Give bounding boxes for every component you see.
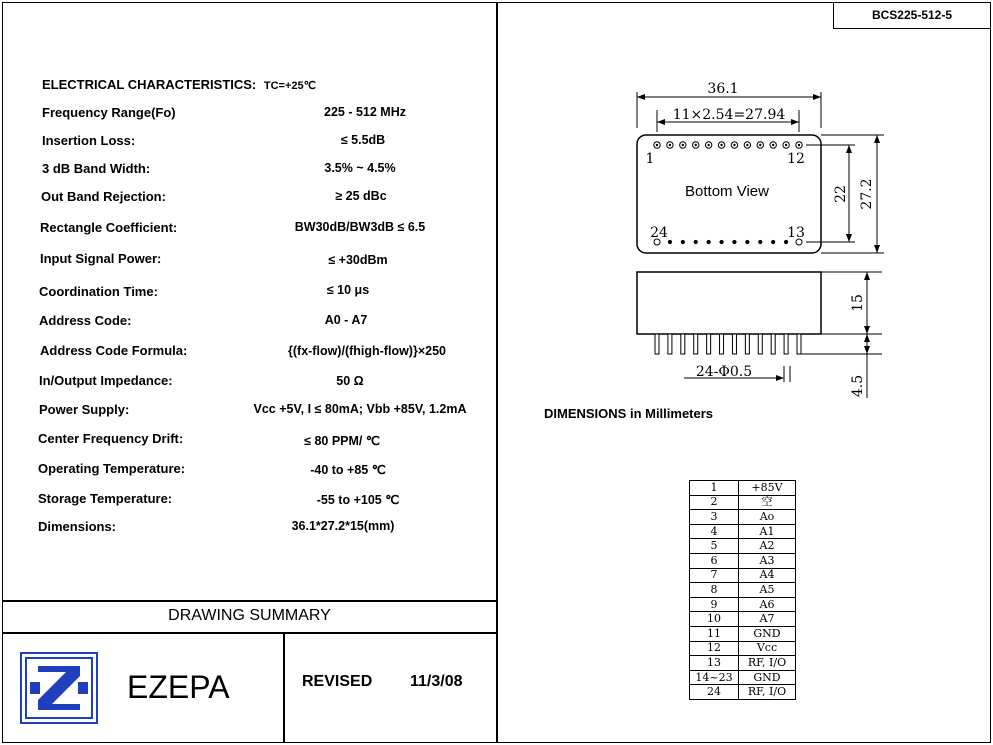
top-pin-center (746, 144, 748, 146)
bottom-pin-hole (681, 240, 684, 243)
spec-label: Power Supply: (39, 402, 130, 417)
spec-value: -40 to +85 ℃ (310, 463, 386, 477)
side-lead (707, 334, 711, 354)
spec-value: 50 Ω (336, 374, 364, 388)
spec-label: In/Output Impedance: (39, 373, 173, 388)
side-view-body (637, 272, 821, 334)
pin-number-cell: 13 (690, 656, 739, 671)
pin-number-cell: 5 (690, 539, 739, 554)
top-pin-center (669, 144, 671, 146)
spec-label: Frequency Range(Fo) (42, 105, 176, 120)
pin-function-cell: Vcc (739, 641, 796, 656)
spec-label: Address Code: (39, 313, 132, 328)
body-height-dimension: 15 (850, 294, 866, 312)
bottom-view-label: Bottom View (685, 183, 769, 200)
pin-table-row (690, 524, 796, 539)
side-lead (720, 334, 724, 354)
pin-table-row (690, 597, 796, 612)
bottom-pin-hole (772, 240, 775, 243)
bottom-pin-hole (694, 240, 697, 243)
side-lead (758, 334, 762, 354)
inner-height-dimension: 22 (833, 185, 849, 203)
temperature-condition: TC=+25℃ (263, 80, 316, 92)
pin-function-cell: A3 (739, 553, 796, 568)
pin-table-row (690, 553, 796, 568)
electrical-heading-text: ELECTRICAL CHARACTERISTICS: (42, 77, 257, 92)
pin-table-row (690, 626, 796, 641)
pin-function-cell: 空 (739, 495, 796, 510)
pin-table-row (690, 656, 796, 671)
pin-function-cell: A4 (739, 568, 796, 583)
side-lead (797, 334, 801, 354)
spec-value: ≤ 10 μs (326, 283, 370, 297)
side-lead (668, 334, 672, 354)
ezepa-logo (20, 652, 98, 724)
summary-bottom-rule (2, 632, 497, 634)
top-pin-center (759, 144, 761, 146)
pin-table-row (690, 539, 796, 554)
bottom-pin-hole (733, 240, 736, 243)
pin-label-1: 1 (645, 151, 655, 167)
top-pin-center (785, 144, 787, 146)
pin-label-24: 24 (650, 225, 668, 241)
pin-function-cell: RF, I/O (739, 685, 796, 700)
side-lead (694, 334, 698, 354)
side-lead (745, 334, 749, 354)
spec-value: ≥ 25 dBc (335, 189, 387, 203)
spec-value: Vcc +5V, I ≤ 80mA; Vbb +85V, 1.2mA (253, 402, 467, 416)
pin-number-cell: 7 (690, 568, 739, 583)
top-pin-center (695, 144, 697, 146)
spec-label: Insertion Loss: (42, 133, 136, 148)
spec-value: {(fx-flow)/(fhigh-flow)}×250 (288, 344, 446, 358)
pin-diameter-dimension: 24-Φ0.5 (695, 364, 753, 380)
spec-label: Rectangle Coefficient: (40, 220, 178, 235)
pin-number-cell: 24 (690, 685, 739, 700)
pin-function-cell: Ao (739, 510, 796, 525)
top-pin-center (733, 144, 735, 146)
spec-label: Address Code Formula: (40, 343, 188, 358)
spec-value: BW30dB/BW3dB ≤ 6.5 (294, 220, 426, 234)
bottom-pin-hole (707, 240, 710, 243)
pin-number-cell: 14~23 (690, 670, 739, 685)
top-pin-center (656, 144, 658, 146)
dimensions-caption: DIMENSIONS in Millimeters (544, 406, 714, 421)
pin-number-cell: 10 (690, 612, 739, 627)
bottom-pin-hole (720, 240, 723, 243)
bottom-pin-hole (668, 240, 671, 243)
spec-label: Operating Temperature: (38, 461, 186, 476)
spec-value: -55 to +105 ℃ (316, 493, 400, 507)
company-name: EZEPA (127, 669, 230, 705)
pin-function-cell: A7 (739, 612, 796, 627)
pitch-dimension: 11×2.54=27.94 (672, 107, 786, 123)
pin-number-cell: 8 (690, 583, 739, 598)
top-pin-center (720, 144, 722, 146)
bottom-pin-hole (746, 240, 749, 243)
spec-label: Storage Temperature: (38, 491, 173, 506)
width-dimension: 36.1 (707, 81, 739, 97)
spec-label: Input Signal Power: (40, 251, 162, 266)
side-lead-row (655, 334, 801, 354)
pin-number-cell: 2 (690, 495, 739, 510)
pin-function-cell: A5 (739, 583, 796, 598)
side-lead (681, 334, 685, 354)
spec-label: Out Band Rejection: (41, 189, 166, 204)
pin-function-cell: GND (739, 626, 796, 641)
drawing-summary-title: DRAWING SUMMARY (168, 607, 331, 624)
electrical-heading (42, 77, 316, 92)
pin-number-cell: 1 (690, 481, 739, 496)
pin-table-row (690, 481, 796, 496)
side-lead (732, 334, 736, 354)
side-lead (784, 334, 788, 354)
part-number: BCS225-512-5 (871, 8, 953, 22)
pin-table-row (690, 583, 796, 598)
top-pin-center (682, 144, 684, 146)
lead-length-dimension: 4.5 (850, 374, 866, 398)
pin-function-cell: A6 (739, 597, 796, 612)
pin-number-cell: 11 (690, 626, 739, 641)
pin-number-cell: 4 (690, 524, 739, 539)
summary-top-rule (2, 600, 497, 602)
spec-label: 3 dB Band Width: (42, 161, 151, 176)
top-pin-center (772, 144, 774, 146)
pin-table-row (690, 612, 796, 627)
outer-height-dimension: 27.2 (859, 178, 875, 210)
top-pin-center (798, 144, 800, 146)
spec-value: ≤ 80 PPM/ ℃ (304, 434, 380, 448)
footer-divider (283, 632, 285, 743)
pin-table-row (690, 568, 796, 583)
pin-table-row (690, 495, 796, 510)
pin-function-cell: A1 (739, 524, 796, 539)
side-lead (771, 334, 775, 354)
pin-function-cell: A2 (739, 539, 796, 554)
spec-label: Center Frequency Drift: (38, 431, 184, 446)
revised-label: REVISED (302, 673, 373, 690)
pin-table-row (690, 641, 796, 656)
spec-value: A0 - A7 (324, 313, 368, 327)
pin-table-row (690, 670, 796, 685)
dimension-drawing (600, 70, 900, 410)
spec-value: 225 - 512 MHz (324, 105, 406, 119)
pin-assignment-table (689, 480, 796, 700)
pin-label-13: 13 (787, 225, 805, 241)
pin-table-row (690, 685, 796, 700)
pin-label-12: 12 (787, 151, 805, 167)
revised-date: 11/3/08 (410, 673, 463, 690)
pin-number-cell: 6 (690, 553, 739, 568)
spec-value: 3.5% ~ 4.5% (324, 161, 396, 175)
spec-value: ≤ +30dBm (328, 253, 388, 267)
pin-function-cell: +85V (739, 481, 796, 496)
spec-label: Coordination Time: (39, 284, 158, 299)
side-lead (655, 334, 659, 354)
bottom-pin-hole (759, 240, 762, 243)
spec-label: Dimensions: (38, 519, 117, 534)
pin-table-row (690, 510, 796, 525)
spec-value: 36.1*27.2*15(mm) (291, 519, 395, 533)
pin-function-cell: GND (739, 670, 796, 685)
pin-function-cell: RF, I/O (739, 656, 796, 671)
spec-value: ≤ 5.5dB (340, 133, 386, 147)
pin-number-cell: 12 (690, 641, 739, 656)
pin-number-cell: 9 (690, 597, 739, 612)
top-pin-center (707, 144, 709, 146)
pin-number-cell: 3 (690, 510, 739, 525)
pin-table-body (690, 481, 796, 700)
